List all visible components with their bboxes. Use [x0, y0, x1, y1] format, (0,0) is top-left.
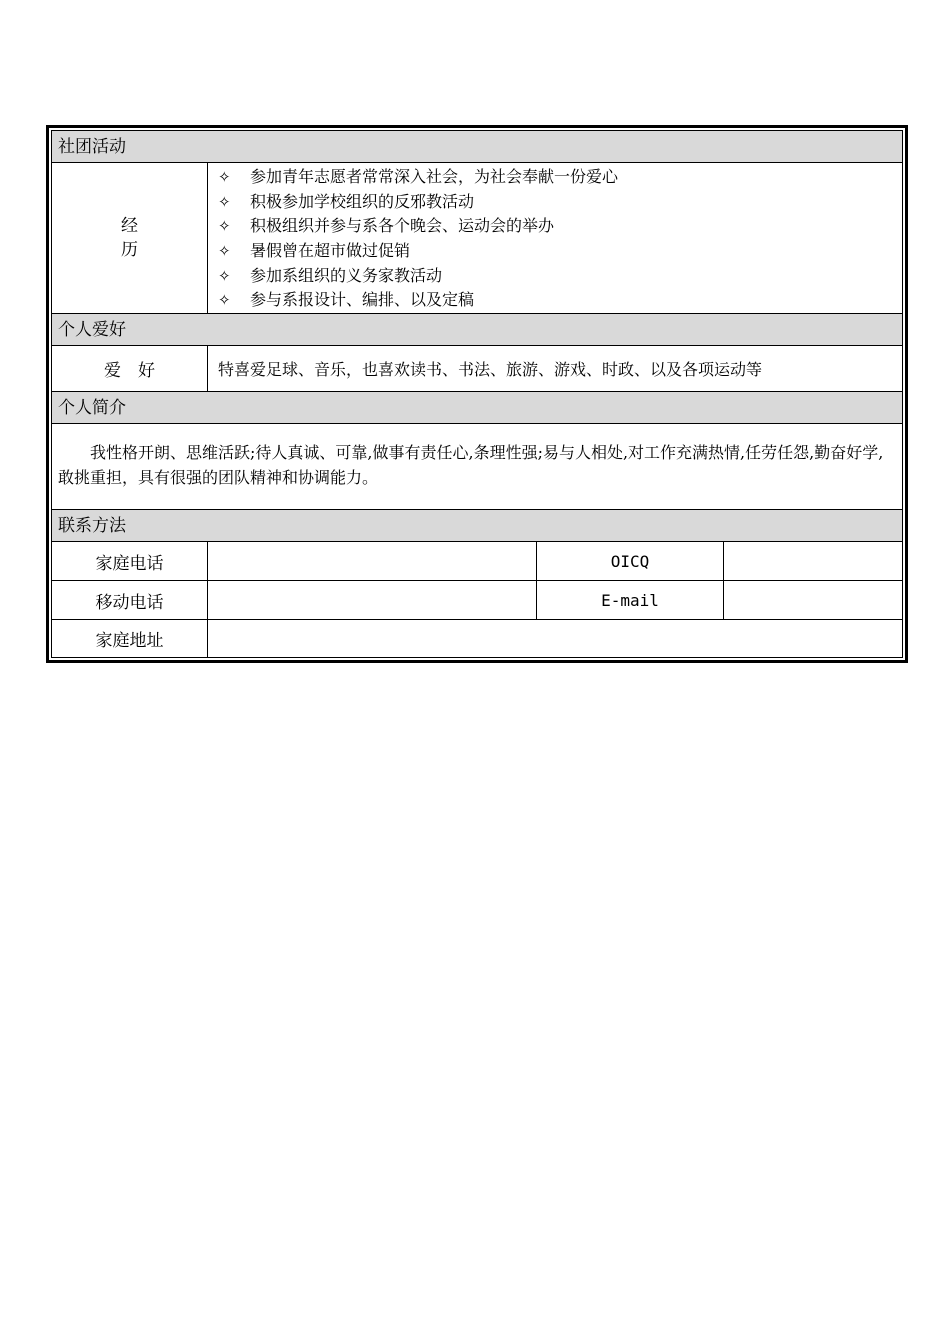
experience-list-cell — [208, 163, 902, 313]
resume-table-inner — [51, 130, 903, 658]
contact-row-address — [52, 620, 902, 657]
experience-label-char: 历 — [121, 240, 138, 260]
email-value[interactable] — [724, 581, 902, 619]
star-bullet-icon: ✧ — [218, 168, 231, 186]
oicq-value[interactable] — [724, 542, 902, 580]
hobby-row — [52, 346, 902, 392]
mobile-phone-value[interactable] — [208, 581, 537, 619]
list-item — [218, 288, 902, 313]
list-item — [218, 165, 902, 190]
section-header-intro: 个人简介 — [52, 392, 902, 424]
list-item — [218, 190, 902, 215]
star-bullet-icon: ✧ — [218, 266, 231, 285]
star-bullet-icon: ✧ — [218, 242, 231, 261]
experience-item-text: 参与系报设计、编排、以及定稿 — [250, 290, 475, 310]
email-label: E-mail — [537, 581, 724, 619]
intro-text: 我性格开朗、思维活跃;待人真诚、可靠,做事有责任心,条理性强;易与人相处,对工作充满热情,任劳任怨,勤奋好学,敢挑重担，具有很强的团队精神和协调能力。 — [52, 424, 902, 510]
list-item — [218, 264, 902, 289]
home-address-value[interactable] — [208, 620, 902, 657]
experience-item-text: 参加青年志愿者常常深入社会，为社会奉献一份爱心 — [250, 167, 619, 186]
list-item — [218, 239, 902, 264]
home-phone-value[interactable] — [208, 542, 537, 580]
hobby-label: 爱 好 — [52, 346, 208, 391]
club-experience-row — [52, 163, 902, 314]
experience-item-text: 积极组织并参与系各个晚会、运动会的举办 — [250, 216, 555, 236]
oicq-label: OICQ — [537, 542, 724, 580]
home-address-label: 家庭地址 — [52, 620, 208, 657]
resume-table — [46, 125, 908, 663]
list-item — [218, 214, 902, 239]
contact-row-home-phone — [52, 542, 902, 581]
home-phone-label: 家庭电话 — [52, 542, 208, 580]
star-bullet-icon: ✧ — [218, 192, 231, 211]
experience-label-char: 经 — [121, 216, 138, 236]
hobby-text: 特喜爱足球、音乐，也喜欢读书、书法、旅游、游戏、时政、以及各项运动等 — [218, 360, 763, 379]
mobile-phone-label: 移动电话 — [52, 581, 208, 619]
experience-item-text: 暑假曾在超市做过促销 — [250, 241, 411, 261]
experience-list — [208, 163, 902, 313]
star-bullet-icon: ✧ — [218, 217, 231, 236]
star-bullet-icon: ✧ — [218, 291, 231, 310]
section-header-hobby: 个人爱好 — [52, 314, 902, 346]
section-header-club: 社团活动 — [52, 131, 902, 163]
experience-item-text: 参加系组织的义务家教活动 — [250, 265, 443, 285]
experience-item-text: 积极参加学校组织的反邪教活动 — [250, 191, 475, 211]
contact-row-mobile — [52, 581, 902, 620]
section-header-contact: 联系方法 — [52, 510, 902, 542]
experience-label — [52, 163, 208, 313]
